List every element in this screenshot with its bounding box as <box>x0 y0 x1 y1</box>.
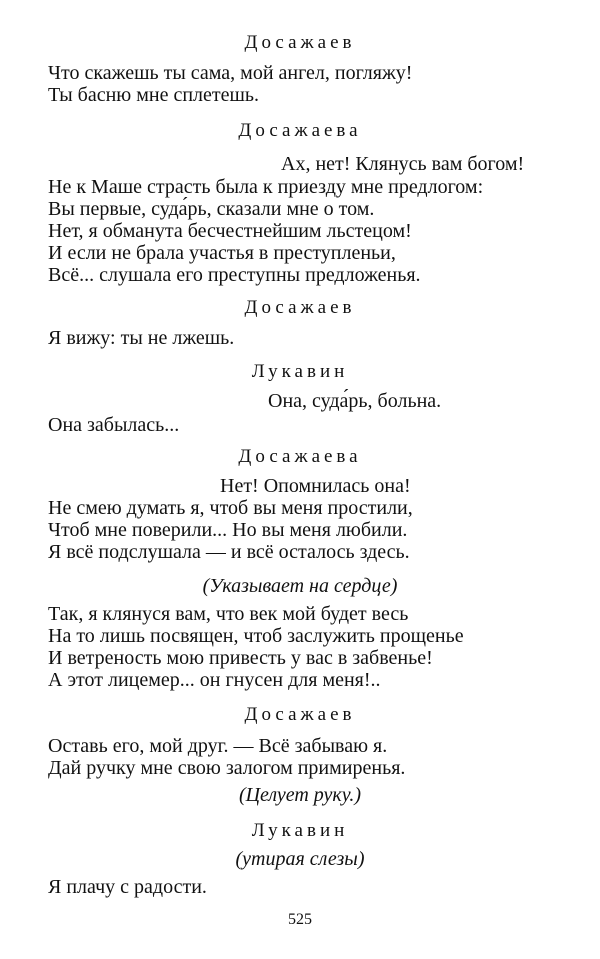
speaker-name: Досажаев <box>244 704 356 725</box>
speaker-name: Лукавин <box>251 820 349 841</box>
verse-line: Оставь его, мой друг. — Всё забываю я. <box>48 735 388 757</box>
verse-line: Я плачу с радости. <box>48 876 207 898</box>
verse-line: Дай ручку мне свою залогом примиренья. <box>48 757 406 779</box>
verse-line: Чтоб мне поверили... Но вы меня любили. <box>48 519 408 541</box>
stage-direction: (Указывает на сердце) <box>202 575 398 597</box>
verse-line: Не к Маше страсть была к приезду мне предлогом: <box>48 176 484 198</box>
verse-line: Она забылась... <box>48 414 180 436</box>
verse-line: А этот лицемер... он гнусен для меня!.. <box>48 669 381 691</box>
verse-line: Так, я клянуся вам, что век мой будет весь <box>48 603 409 625</box>
verse-line: Нет, я обманута бесчестнейшим льстецом! <box>48 220 412 242</box>
stage-direction: (утирая слезы) <box>235 848 365 870</box>
verse-line: Что скажешь ты сама, мой ангел, погляжу! <box>48 62 413 84</box>
verse-line: Я всё подслушала — и всё осталось здесь. <box>48 541 410 563</box>
verse-line: Я вижу: ты не лжешь. <box>48 327 235 349</box>
verse-line: Ах, нет! Клянусь вам богом! <box>281 153 525 175</box>
speaker-name: Досажаева <box>238 446 362 467</box>
verse-line: Не смею думать я, чтоб вы меня простили, <box>48 497 413 519</box>
speaker-name: Досажаева <box>238 120 362 141</box>
speaker-name: Лукавин <box>251 361 349 382</box>
verse-line: И если не брала участья в преступленьи, <box>48 242 396 264</box>
speaker-name: Досажаев <box>244 297 356 318</box>
verse-line: Она, суда́рь, больна. <box>268 390 442 412</box>
verse-line: И ветреность мою привесть у вас в забвенье! <box>48 647 433 669</box>
speaker-name: Досажаев <box>244 32 356 53</box>
verse-line: Ты басню мне сплетешь. <box>48 84 260 106</box>
verse-line: Нет! Опомнилась она! <box>220 475 411 497</box>
stage-direction: (Целует руку.) <box>238 784 362 806</box>
page-number: 525 <box>288 911 312 928</box>
verse-line: Вы первые, суда́рь, сказали мне о том. <box>48 198 375 220</box>
verse-line: На то лишь посвящен, чтоб заслужить прощенье <box>48 625 464 647</box>
verse-line: Всё... слушала его преступны предложенья. <box>48 264 421 286</box>
